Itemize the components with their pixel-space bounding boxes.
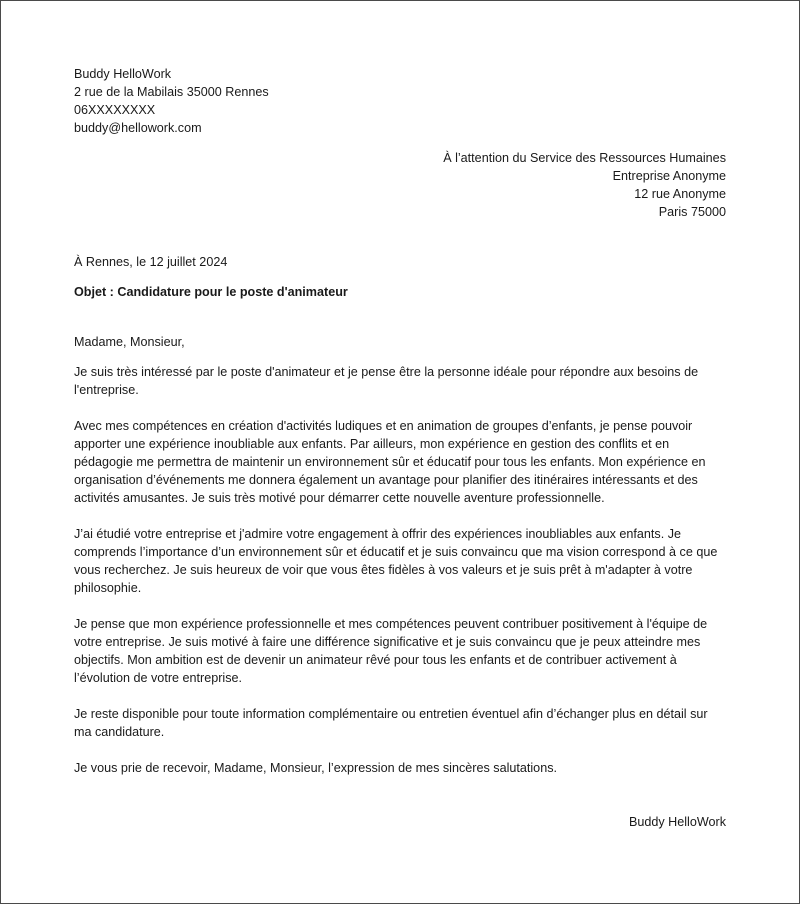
- body-paragraph: Avec mes compétences en création d'activités ludiques et en animation de groupes d’enfants, je pense pouvoir apporter une expérience inoubliable aux enfants. Par ailleurs, mon expérience en gestion des conflits et en pédagogie me permettra de maintenir un environnement sûr et éducatif pour tous les enfants. Mon expérience en organisation d’événements me donnera également un avantage pour planifier des itinéraires intéressants et des activités amusantes. Je suis très motivé pour démarrer cette nouvelle aventure professionnelle.: [74, 419, 706, 505]
- sender-phone: 06XXXXXXXX: [74, 103, 156, 117]
- recipient-city: Paris 75000: [658, 205, 726, 219]
- sender-name: Buddy HelloWork: [74, 67, 172, 81]
- recipient-company: Entreprise Anonyme: [612, 169, 726, 183]
- body-paragraph: J’ai étudié votre entreprise et j'admire votre engagement à offrir des expériences inoubliables aux enfants. Je comprends l’importance d’un environnement sûr et éducatif et je suis convaincu que ma vision correspond à ce que vous recherchez. Je suis heureux de voir que vous êtes fidèles à vos valeurs et je suis prêt à m'adapter à votre philosophie.: [74, 527, 718, 595]
- letter-date: À Rennes, le 12 juillet 2024: [74, 255, 228, 269]
- sender-address: 2 rue de la Mabilais 35000 Rennes: [74, 85, 269, 99]
- body-paragraph: Je reste disponible pour toute information complémentaire ou entretien éventuel afin d’échanger plus en détail sur ma candidature.: [74, 707, 708, 739]
- letter-signature: Buddy HelloWork: [628, 815, 726, 829]
- body-paragraph: Je pense que mon expérience professionnelle et mes compétences peuvent contribuer positivement à l'équipe de votre entreprise. Je suis motivé à faire une différence significative et je suis convaincu que je peux atteindre mes objectifs. Mon ambition est de devenir un animateur rêvé pour tous les enfants et de contribuer activement à l’évolution de votre entreprise.: [74, 617, 708, 685]
- sender-email: buddy@hellowork.com: [74, 121, 202, 135]
- recipient-attention: À l’attention du Service des Ressources Humaines: [443, 151, 726, 165]
- body-paragraph: Je suis très intéressé par le poste d'animateur et je pense être la personne idéale pour répondre aux besoins de l'entreprise.: [74, 365, 699, 397]
- recipient-street: 12 rue Anonyme: [634, 187, 726, 201]
- letter-closing: Je vous prie de recevoir, Madame, Monsieur, l’expression de mes sincères salutations.: [74, 761, 557, 775]
- letter-subject: Objet : Candidature pour le poste d'animateur: [74, 285, 348, 299]
- sender-block: [74, 65, 726, 137]
- recipient-block: [74, 149, 726, 221]
- letter-content: [74, 65, 726, 831]
- letter-greeting: Madame, Monsieur,: [74, 335, 185, 349]
- letter-body: [74, 363, 726, 741]
